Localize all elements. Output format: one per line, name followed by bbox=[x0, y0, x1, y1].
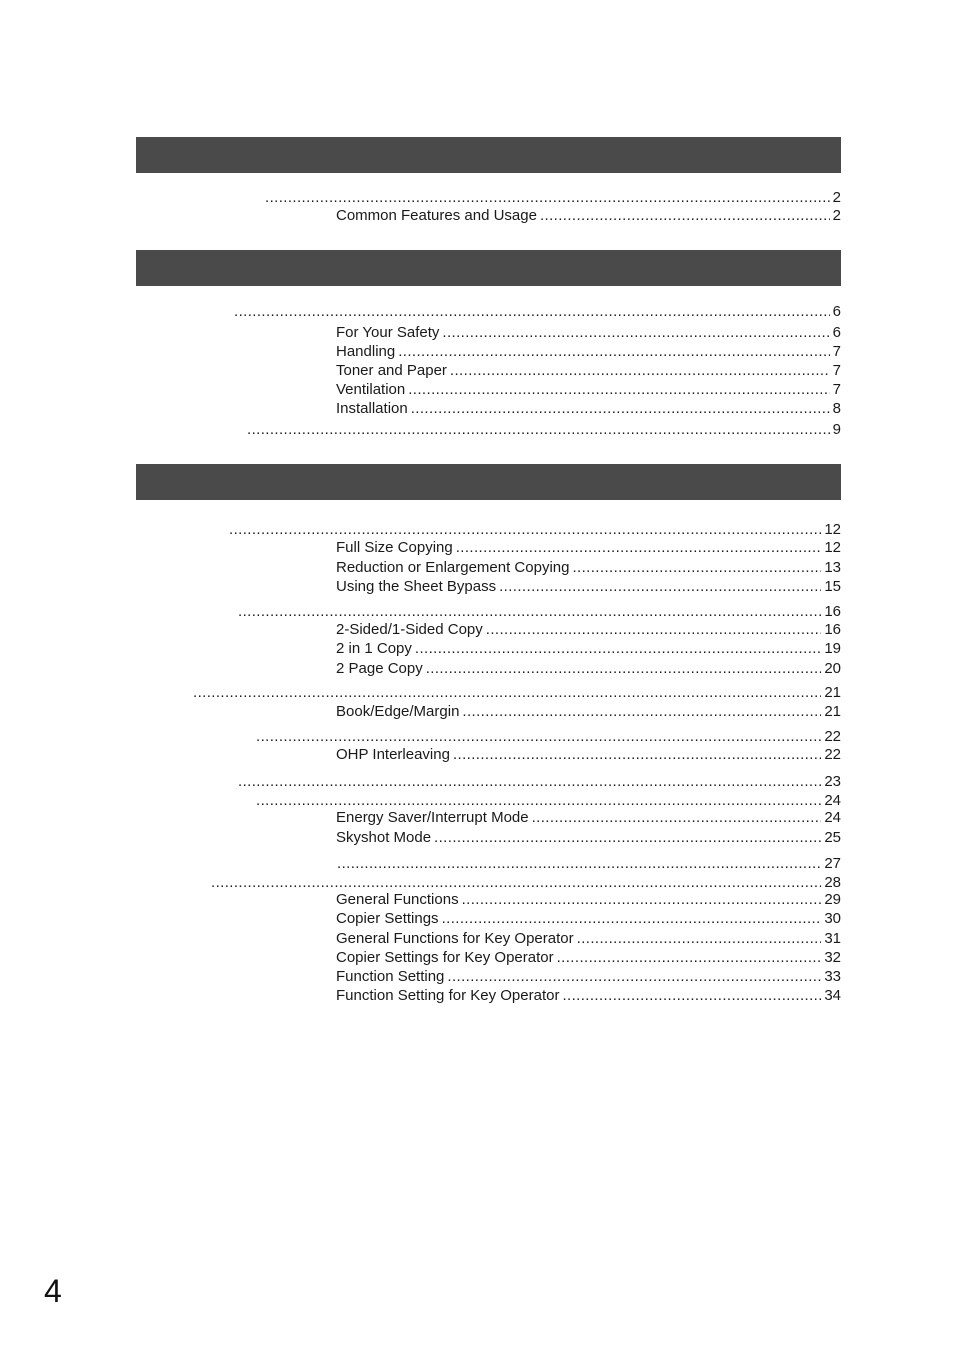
toc-page-number: 29 bbox=[824, 891, 841, 908]
toc-page-number: 24 bbox=[824, 809, 841, 826]
toc-entry[interactable] bbox=[336, 639, 841, 658]
toc-dot-leader bbox=[572, 558, 821, 577]
toc-entry-label: General Functions bbox=[336, 891, 459, 908]
toc-page-number: 31 bbox=[824, 930, 841, 947]
toc-entry-label: Using the Sheet Bypass bbox=[336, 578, 497, 595]
toc-entry-label: OHP Interleaving bbox=[336, 746, 450, 763]
toc-entry-heading[interactable] bbox=[235, 602, 841, 621]
toc-entry-label: Energy Saver/Interrupt Mode bbox=[336, 809, 529, 826]
toc-dot-leader bbox=[540, 206, 830, 225]
toc-page-number: 20 bbox=[824, 660, 841, 677]
toc-dot-leader bbox=[247, 420, 830, 439]
toc-dot-leader bbox=[234, 302, 830, 321]
toc-entry-label: Ventilation bbox=[336, 381, 406, 398]
toc-entry-label: For Your Safety bbox=[336, 324, 440, 341]
toc-page-number: 21 bbox=[824, 703, 841, 720]
toc-entry[interactable] bbox=[336, 808, 841, 827]
toc-dot-leader bbox=[426, 659, 822, 678]
toc-entry[interactable] bbox=[336, 620, 841, 639]
toc-entry[interactable] bbox=[336, 948, 841, 967]
toc-dot-leader bbox=[193, 683, 821, 702]
toc-page-number: 24 bbox=[824, 792, 841, 809]
toc-entry[interactable] bbox=[336, 206, 841, 225]
toc-page-number: 6 bbox=[832, 303, 841, 320]
toc-dot-leader bbox=[238, 772, 821, 791]
toc-entry[interactable] bbox=[336, 745, 841, 764]
toc-page-number: 15 bbox=[824, 578, 841, 595]
toc-page-number: 16 bbox=[824, 603, 841, 620]
toc-entry-heading[interactable] bbox=[253, 727, 841, 746]
toc-entry[interactable] bbox=[336, 986, 841, 1005]
toc-page-number: 12 bbox=[824, 521, 841, 538]
toc-page-number: 34 bbox=[824, 987, 841, 1004]
toc-page-number: 7 bbox=[832, 343, 841, 360]
page-number: 4 bbox=[44, 1273, 62, 1309]
toc-entry[interactable] bbox=[336, 967, 841, 986]
toc-entry[interactable] bbox=[336, 558, 841, 577]
toc-page-number: 21 bbox=[824, 684, 841, 701]
toc-dot-leader bbox=[415, 639, 821, 658]
toc-entry[interactable] bbox=[336, 659, 841, 678]
toc-entry[interactable] bbox=[336, 361, 841, 380]
toc-entry-heading[interactable] bbox=[235, 772, 841, 791]
toc-dot-leader bbox=[462, 890, 822, 909]
toc-dot-leader bbox=[434, 828, 821, 847]
section-header-bar-1 bbox=[136, 137, 841, 173]
toc-entry[interactable] bbox=[336, 577, 841, 596]
toc-dot-leader bbox=[442, 323, 829, 342]
toc-entry-heading[interactable] bbox=[231, 302, 841, 321]
toc-page-number: 19 bbox=[824, 640, 841, 657]
toc-dot-leader bbox=[398, 342, 829, 361]
toc-entry-label: 2 in 1 Copy bbox=[336, 640, 412, 657]
section-header-bar-2 bbox=[136, 250, 841, 286]
toc-dot-leader bbox=[229, 520, 821, 539]
toc-entry-label: Copier Settings bbox=[336, 910, 439, 927]
toc-entry-label: Handling bbox=[336, 343, 396, 360]
toc-page-number: 22 bbox=[824, 746, 841, 763]
toc-entry-label: Skyshot Mode bbox=[336, 829, 432, 846]
toc-entry-heading[interactable] bbox=[334, 854, 841, 873]
toc-dot-leader bbox=[456, 538, 822, 557]
toc-entry[interactable] bbox=[336, 909, 841, 928]
toc-page-number: 30 bbox=[824, 910, 841, 927]
toc-page-number: 32 bbox=[824, 949, 841, 966]
toc-page-number: 7 bbox=[832, 381, 841, 398]
toc-entry-heading[interactable] bbox=[226, 520, 841, 539]
toc-page-number: 28 bbox=[824, 874, 841, 891]
toc-dot-leader bbox=[486, 620, 822, 639]
toc-dot-leader bbox=[238, 602, 821, 621]
toc-dot-leader bbox=[577, 929, 822, 948]
toc-page-number: 22 bbox=[824, 728, 841, 745]
toc-dot-leader bbox=[337, 854, 821, 873]
toc-dot-leader bbox=[450, 361, 830, 380]
toc-entry-label: Copier Settings for Key Operator bbox=[336, 949, 554, 966]
toc-entry-label: Common Features and Usage bbox=[336, 207, 537, 224]
toc-entry[interactable] bbox=[336, 342, 841, 361]
toc-entry[interactable] bbox=[336, 380, 841, 399]
toc-entry-label: General Functions for Key Operator bbox=[336, 930, 574, 947]
section-header-bar-3 bbox=[136, 464, 841, 500]
toc-page-number: 6 bbox=[832, 324, 841, 341]
toc-page-number: 13 bbox=[824, 559, 841, 576]
toc-dot-leader bbox=[447, 967, 821, 986]
toc-page-number: 23 bbox=[824, 773, 841, 790]
toc-entry[interactable] bbox=[336, 399, 841, 418]
toc-dot-leader bbox=[462, 702, 821, 721]
toc-entry[interactable] bbox=[336, 323, 841, 342]
toc-entry[interactable] bbox=[336, 929, 841, 948]
toc-page-number: 7 bbox=[832, 362, 841, 379]
toc-dot-leader bbox=[453, 745, 821, 764]
toc-dot-leader bbox=[532, 808, 822, 827]
toc-entry[interactable] bbox=[336, 538, 841, 557]
toc-entry-heading[interactable] bbox=[262, 188, 841, 207]
toc-dot-leader bbox=[411, 399, 830, 418]
toc-dot-leader bbox=[562, 986, 821, 1005]
toc-entry-heading[interactable] bbox=[190, 683, 841, 702]
toc-entry[interactable] bbox=[336, 828, 841, 847]
toc-dot-leader bbox=[256, 727, 821, 746]
toc-dot-leader bbox=[499, 577, 821, 596]
toc-entry-label: Full Size Copying bbox=[336, 539, 453, 556]
toc-page-number: 33 bbox=[824, 968, 841, 985]
toc-entry-label: Reduction or Enlargement Copying bbox=[336, 559, 570, 576]
toc-dot-leader bbox=[557, 948, 822, 967]
toc-dot-leader bbox=[408, 380, 829, 399]
toc-dot-leader bbox=[265, 188, 830, 207]
toc-page-number: 2 bbox=[832, 189, 841, 206]
toc-entry-label: Function Setting bbox=[336, 968, 445, 985]
toc-entry-label: Toner and Paper bbox=[336, 362, 447, 379]
toc-entry-label: Book/Edge/Margin bbox=[336, 703, 460, 720]
toc-entry-label: 2-Sided/1-Sided Copy bbox=[336, 621, 483, 638]
toc-dot-leader bbox=[442, 909, 822, 928]
toc-page-number: 25 bbox=[824, 829, 841, 846]
toc-entry[interactable] bbox=[336, 702, 841, 721]
toc-page-number: 12 bbox=[824, 539, 841, 556]
toc-entry-label: Function Setting for Key Operator bbox=[336, 987, 560, 1004]
toc-entry-label: Installation bbox=[336, 400, 408, 417]
toc-entry-label: 2 Page Copy bbox=[336, 660, 423, 677]
toc-page-number: 16 bbox=[824, 621, 841, 638]
toc-page-number: 27 bbox=[824, 855, 841, 872]
toc-entry-heading[interactable] bbox=[244, 420, 841, 439]
toc-page-number: 8 bbox=[832, 400, 841, 417]
toc-entry[interactable] bbox=[336, 890, 841, 909]
toc-page-number: 2 bbox=[832, 207, 841, 224]
toc-page-number: 9 bbox=[832, 421, 841, 438]
